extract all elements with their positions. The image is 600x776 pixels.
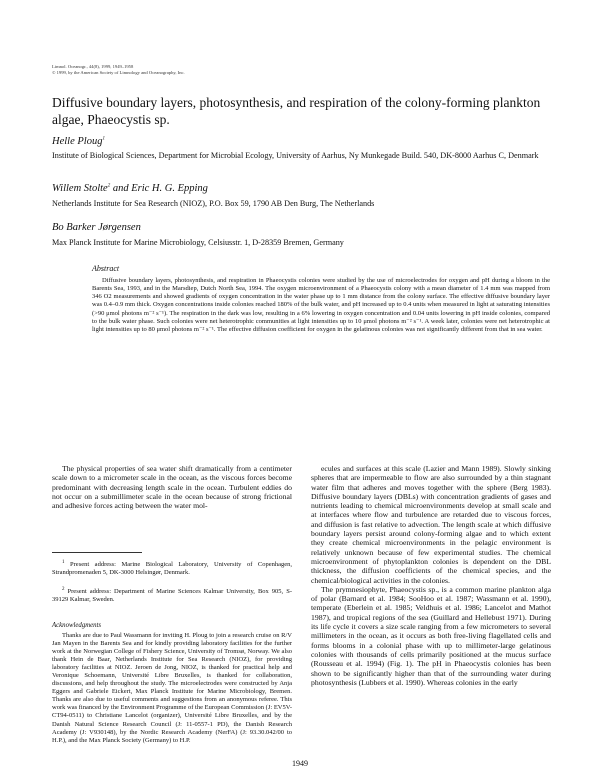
author-name	[52, 222, 141, 233]
author-affiliation: Netherlands Institute for Sea Research (NIOZ), P.O. Box 59, 1790 AB Den Burg, The Netherlands	[52, 199, 375, 208]
footnote	[52, 559, 292, 577]
author-affiliation: Institute of Biological Sciences, Department for Microbial Ecology, University of Aarhus, Ny Munkegade Build. 540, DK-8000 Aarhus C, Denmark	[52, 151, 539, 160]
copyright-notice: © 1999, by the American Society of Limnology and Oceanography, Inc.	[52, 70, 185, 75]
abstract-heading: Abstract	[92, 264, 120, 273]
body-column-right	[311, 464, 551, 754]
author-name-text: Willem Stolte	[52, 183, 108, 194]
journal-citation: Limnol. Oceanogr., 44(8), 1999, 1949–1958	[52, 64, 134, 69]
body-paragraph: The prymnesiophyte, Phaeocystis sp., is a common marine plankton alga of polar (Barnard et al. 1984; SooHoo et al. 1987; Wassmann et al. 1990), temperate (Eberlein et al. 1985; Veldhuis et al. 1986; Lancelot and Mathot 1987), and tropical regions of the sea (Guillard and Hellebust 1971). During its life cycle it covers a size scale ranging from a few micrometers to several millimeters in the ocean, as it occurs as both free-living flagellated cells and forms blooms in a colonial phase with up to millimeter-large gelatinous colonies with thousands of cells primarily positioned at the mucus surface (Rousseau et al. 1994) (Fig. 1). The pH in Phaeocystis colonies has been shown to be significantly higher than that of the surrounding water during photosynthesis (Lubbers et al. 1990). Whereas colonies in the early	[311, 584, 551, 687]
author-footnote-mark: 1	[102, 136, 105, 142]
footnote-text: Present address: Marine Biological Laboratory, University of Copenhagen, Strandpromenaden 5, DK-3000 Helsingør, Denmark.	[52, 561, 293, 577]
footnote-mark: 1	[62, 560, 65, 565]
footnote-text: Present address: Department of Marine Sciences Kalmar University, Box 905, S-39129 Kalmar, Sweden.	[52, 588, 292, 604]
author-name-text: Bo Barker Jørgensen	[52, 222, 141, 233]
article-title: Diffusive boundary layers, photosynthesis, and respiration of the colony-forming plankton algae, Phaeocystis sp.	[52, 95, 541, 127]
body-paragraph: ecules and surfaces at this scale (Lazier and Mann 1989). Slowly sinking spheres that are impermeable to flow are also surrounded by a thin stagnant water film that adheres and moves together with the sphere (Berg 1983). Diffusive boundary layers (DBLs) with concentration gradients of gases and nutrients leading to chemical microenvironments develop at small scale and at interfaces where flow and turbulence are retarded due to viscous forces, and diffusion is fast relative to advection. The length scale at which diffusive boundary layers persist around colony-forming algae and to which extent they create chemical microenvironments in the pelagic environment is relatively unknown because of few experimental studies. The chemical microenvironment of phytoplankton colonies is dependent on the DBL thickness, the diffusion coefficients of the chemical species, and the chemical/biological activities in the colonies.	[311, 464, 551, 585]
acknowledgments-text: Thanks are due to Paul Wassmann for inviting H. Ploug to join a research cruise on R/V Jan Mayen in the Barents Sea and for kindly providing laboratory facilities for the further work at the Norwegian College of Fishery Science, University of Tromsø, Norway. We also thank Hein de Baar, Netherlands Institute for Sea Research (NIOZ), for providing laboratory facilities at NIOZ. Jeroen de Jong, NIOZ, is thanked for practical help and Veronique Schoemann, Université Libre Bruxelles, is thanked for collaboration, discussions, and help throughout the study. The microelectrodes were constructed by Anja Eggers and Gabriele Eickert, Max Planck Institute for Marine Microbiology, Bremen. Thanks are also due to useful comments and suggestions from an anonymous referee. This work was financed by the Environment Programme of the European Commission (J: EV5V-CT94-0511) to Christiane Lancelot (organizer), Université Libre Bruxelles, and by the Danish Natural Science Research Council (J: 11-0557-1 PD), the Danish Research Academy (J: V930148), by the Nordic Research Academy (NerFA) (J: 93.30.042/00 to H.P.), and the Max Planck Society (Germany) to H.P.	[52, 632, 292, 744]
author-name	[52, 183, 208, 194]
author-name	[52, 136, 105, 147]
author-name-text: Helle Ploug	[52, 136, 103, 147]
footnote-rule	[52, 552, 142, 553]
journal-header	[52, 64, 185, 76]
footnote-mark: 2	[62, 587, 65, 592]
author-footnote-mark: 2	[107, 183, 111, 189]
body-column-left	[52, 464, 292, 544]
acknowledgments-heading: Acknowledgments	[52, 622, 102, 629]
abstract-text: Diffusive boundary layers, photosynthesis, and respiration in Phaeocystis colonies were studied by the use of microelectrodes for oxygen and pH during a bloom in the Barents Sea, 1993, and in the Marsdiep, Dutch North Sea, 1994. The oxygen microenvironment of a Phaeocystis colony with a mean diameter of 1.4 mm was mapped from 346 O2 measurements and showed gradients of oxygen concentration in the water phase up to 1 mm distance from the colony surface. The effective diffusive boundary layer was 0.4–0.9 mm thick. Oxygen concentrations inside colonies reached 180% of the bulk water, and pH increased up to 0.4 units when measured in light at saturating intensities (>90 μmol photons m⁻² s⁻¹). The respiration in the dark was low, resulting in a 6% lowering in oxygen concentration and 0.04 units lowering in pH inside colonies, compared to the bulk water phase. Such colonies were net heterotrophic communities at light intensities up to 10 μmol photons m⁻² s⁻¹. A week later, colonies were net heterotrophic at light intensities up to 80 μmol photons m⁻² s⁻¹. The effective diffusion coefficient for oxygen in the gelatinous colonies was not significantly different from that in sea water.	[92, 277, 550, 333]
author-name-suffix: and Eric H. G. Epping	[110, 183, 208, 194]
author-affiliation: Max Planck Institute for Marine Microbiology, Celsiusstr. 1, D-28359 Bremen, Germany	[52, 238, 344, 247]
page-number: 1949	[292, 759, 308, 768]
body-paragraph: The physical properties of sea water shift dramatically from a centimeter scale down to a micrometer scale in the ocean, as the viscous forces become predominant with decreasing length scale in the ocean. Turbulent eddies do not occur on a submillimeter scale in the ocean because of strong frictional and adhesive forces acting between the water mol-	[52, 464, 292, 511]
footnote	[52, 586, 292, 604]
